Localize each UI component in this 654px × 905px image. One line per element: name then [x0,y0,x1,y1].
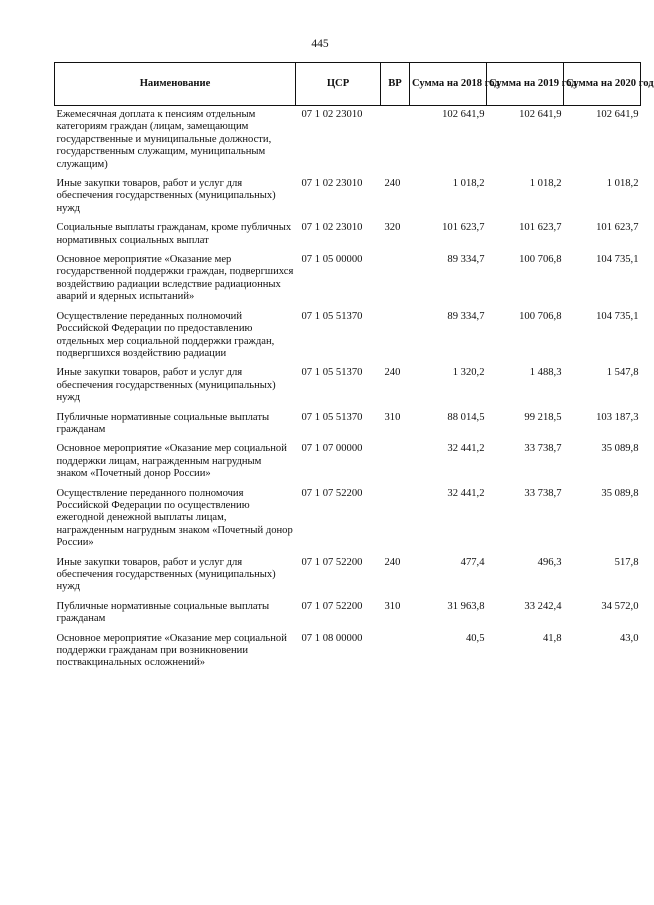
row-vr: 310 [384,600,401,612]
row-sum-2019: 33 242,4 [524,600,562,612]
row-csr: 07 1 02 23010 [301,109,363,120]
row-vr [381,106,410,179]
table-row [55,633,641,677]
row-sum-2018: 89 334,7 [447,310,485,322]
row-sum-2020: 35 089,8 [601,487,639,499]
row-vr [381,254,410,311]
row-name: Осуществление переданных полномочий Российской Федерации по предоставлению отдельных мер социальной поддержки граждан, подвергшихся воздействию радиации [56,310,275,359]
row-sum-2018: 32 441,2 [447,487,485,499]
row-csr: 07 1 05 51370 [301,367,363,379]
row-name: Основное мероприятие «Оказание мер социальной поддержки гражданам при возникновении поствакцинальных осложнений» [56,632,287,669]
row-sum-2020: 517,8 [614,556,639,568]
table-body [55,106,641,677]
header-sum-2018: Сумма на 2018 год [410,63,487,106]
row-vr: 310 [384,411,401,423]
table-row [55,178,641,222]
row-csr: 07 1 07 00000 [301,443,363,455]
row-sum-2018: 31 963,8 [447,600,485,612]
row-sum-2018: 40,5 [465,632,485,644]
row-sum-2020: 103 187,3 [596,411,639,423]
row-sum-2019: 1 018,2 [529,178,562,190]
row-vr [381,443,410,487]
table-row [55,106,641,179]
row-sum-2020: 35 089,8 [601,443,639,455]
row-sum-2018: 88 014,5 [447,411,485,423]
row-sum-2018: 32 441,2 [447,443,485,455]
row-name: Осуществление переданного полномочия Российской Федерации по осуществлению ежегодной денежной выплаты лицам, награжденным нагрудным знаком «Почетный донор России» [56,487,293,549]
row-vr: 320 [384,222,401,234]
row-name: Ежемесячная доплата к пенсиям отдельным категориям граждан (лицам, замещающим государственные и муниципальные должности, государственным служащим, муниципальным служащим) [56,109,272,170]
header-row [55,63,641,106]
row-sum-2019: 100 706,8 [519,254,562,266]
row-name: Иные закупки товаров, работ и услуг для обеспечения государственных (муниципальных) нужд [56,178,276,214]
row-sum-2020: 34 572,0 [601,600,639,612]
row-csr: 07 1 05 51370 [301,411,363,423]
header-name: Наименование [55,63,296,106]
table-row [55,254,641,311]
row-name: Иные закупки товаров, работ и услуг для обеспечения государственных (муниципальных) нужд [56,367,276,404]
row-csr: 07 1 05 51370 [301,310,363,322]
row-vr [381,488,410,557]
row-vr [381,311,410,368]
page-number: 445 [311,38,329,50]
row-vr: 240 [384,556,401,568]
row-sum-2019: 33 738,7 [524,443,562,455]
header-csr: ЦСР [296,63,381,106]
row-sum-2019: 496,3 [537,556,562,568]
row-name: Основное мероприятие «Оказание мер государственной поддержки граждан, подвергшихся воздействию радиации вследствие радиационных аварий и ядерных испытаний» [56,254,294,303]
row-csr: 07 1 05 00000 [301,254,363,266]
row-sum-2019: 101 623,7 [519,222,562,234]
row-name: Социальные выплаты гражданам, кроме публичных нормативных социальных выплат [56,222,292,246]
table-row [55,488,641,557]
row-csr: 07 1 07 52200 [301,487,363,499]
row-vr: 240 [384,178,401,190]
table-header [55,63,654,106]
table-row [55,443,641,487]
header-sum-2020: Сумма на 2020 год [564,63,641,106]
row-sum-2019: 102 641,9 [519,109,562,120]
row-sum-2020: 43,0 [619,632,639,644]
row-sum-2018: 101 623,7 [442,222,485,234]
table-row [55,222,641,254]
row-csr: 07 1 08 00000 [301,632,363,644]
table-row [55,412,641,444]
row-name: Публичные нормативные социальные выплаты гражданам [56,411,270,435]
header-vr: ВР [381,63,410,106]
row-sum-2020: 102 641,9 [596,109,639,120]
row-sum-2020: 104 735,1 [596,254,639,266]
row-sum-2018: 102 641,9 [442,109,485,120]
header-sum-2019: Сумма на 2019 год [487,63,564,106]
row-vr: 240 [384,367,401,379]
row-sum-2018: 477,4 [460,556,485,568]
row-vr [381,633,410,677]
row-csr: 07 1 02 23010 [301,178,363,190]
table-row [55,601,641,633]
row-sum-2019: 33 738,7 [524,487,562,499]
row-sum-2019: 41,8 [542,632,562,644]
table-row [55,367,641,411]
table-row [55,311,641,368]
row-sum-2019: 99 218,5 [524,411,562,423]
budget-table [54,62,654,677]
row-sum-2020: 1 018,2 [606,178,639,190]
row-name: Иные закупки товаров, работ и услуг для обеспечения государственных (муниципальных) нужд [56,556,276,593]
row-name: Основное мероприятие «Оказание мер социальной поддержки лицам, награжденным нагрудным знаком «Почетный донор России» [56,443,287,480]
row-csr: 07 1 02 23010 [301,222,363,234]
row-sum-2019: 100 706,8 [519,310,562,322]
row-sum-2020: 104 735,1 [596,310,639,322]
row-csr: 07 1 07 52200 [301,600,363,612]
row-sum-2018: 1 018,2 [452,178,485,190]
row-name: Публичные нормативные социальные выплаты гражданам [56,600,270,625]
row-sum-2019: 1 488,3 [529,367,562,379]
row-csr: 07 1 07 52200 [301,556,363,568]
row-sum-2018: 89 334,7 [447,254,485,266]
row-sum-2018: 1 320,2 [452,367,485,379]
row-sum-2020: 1 547,8 [606,367,639,379]
table-row [55,557,641,601]
row-sum-2020: 101 623,7 [596,222,639,234]
